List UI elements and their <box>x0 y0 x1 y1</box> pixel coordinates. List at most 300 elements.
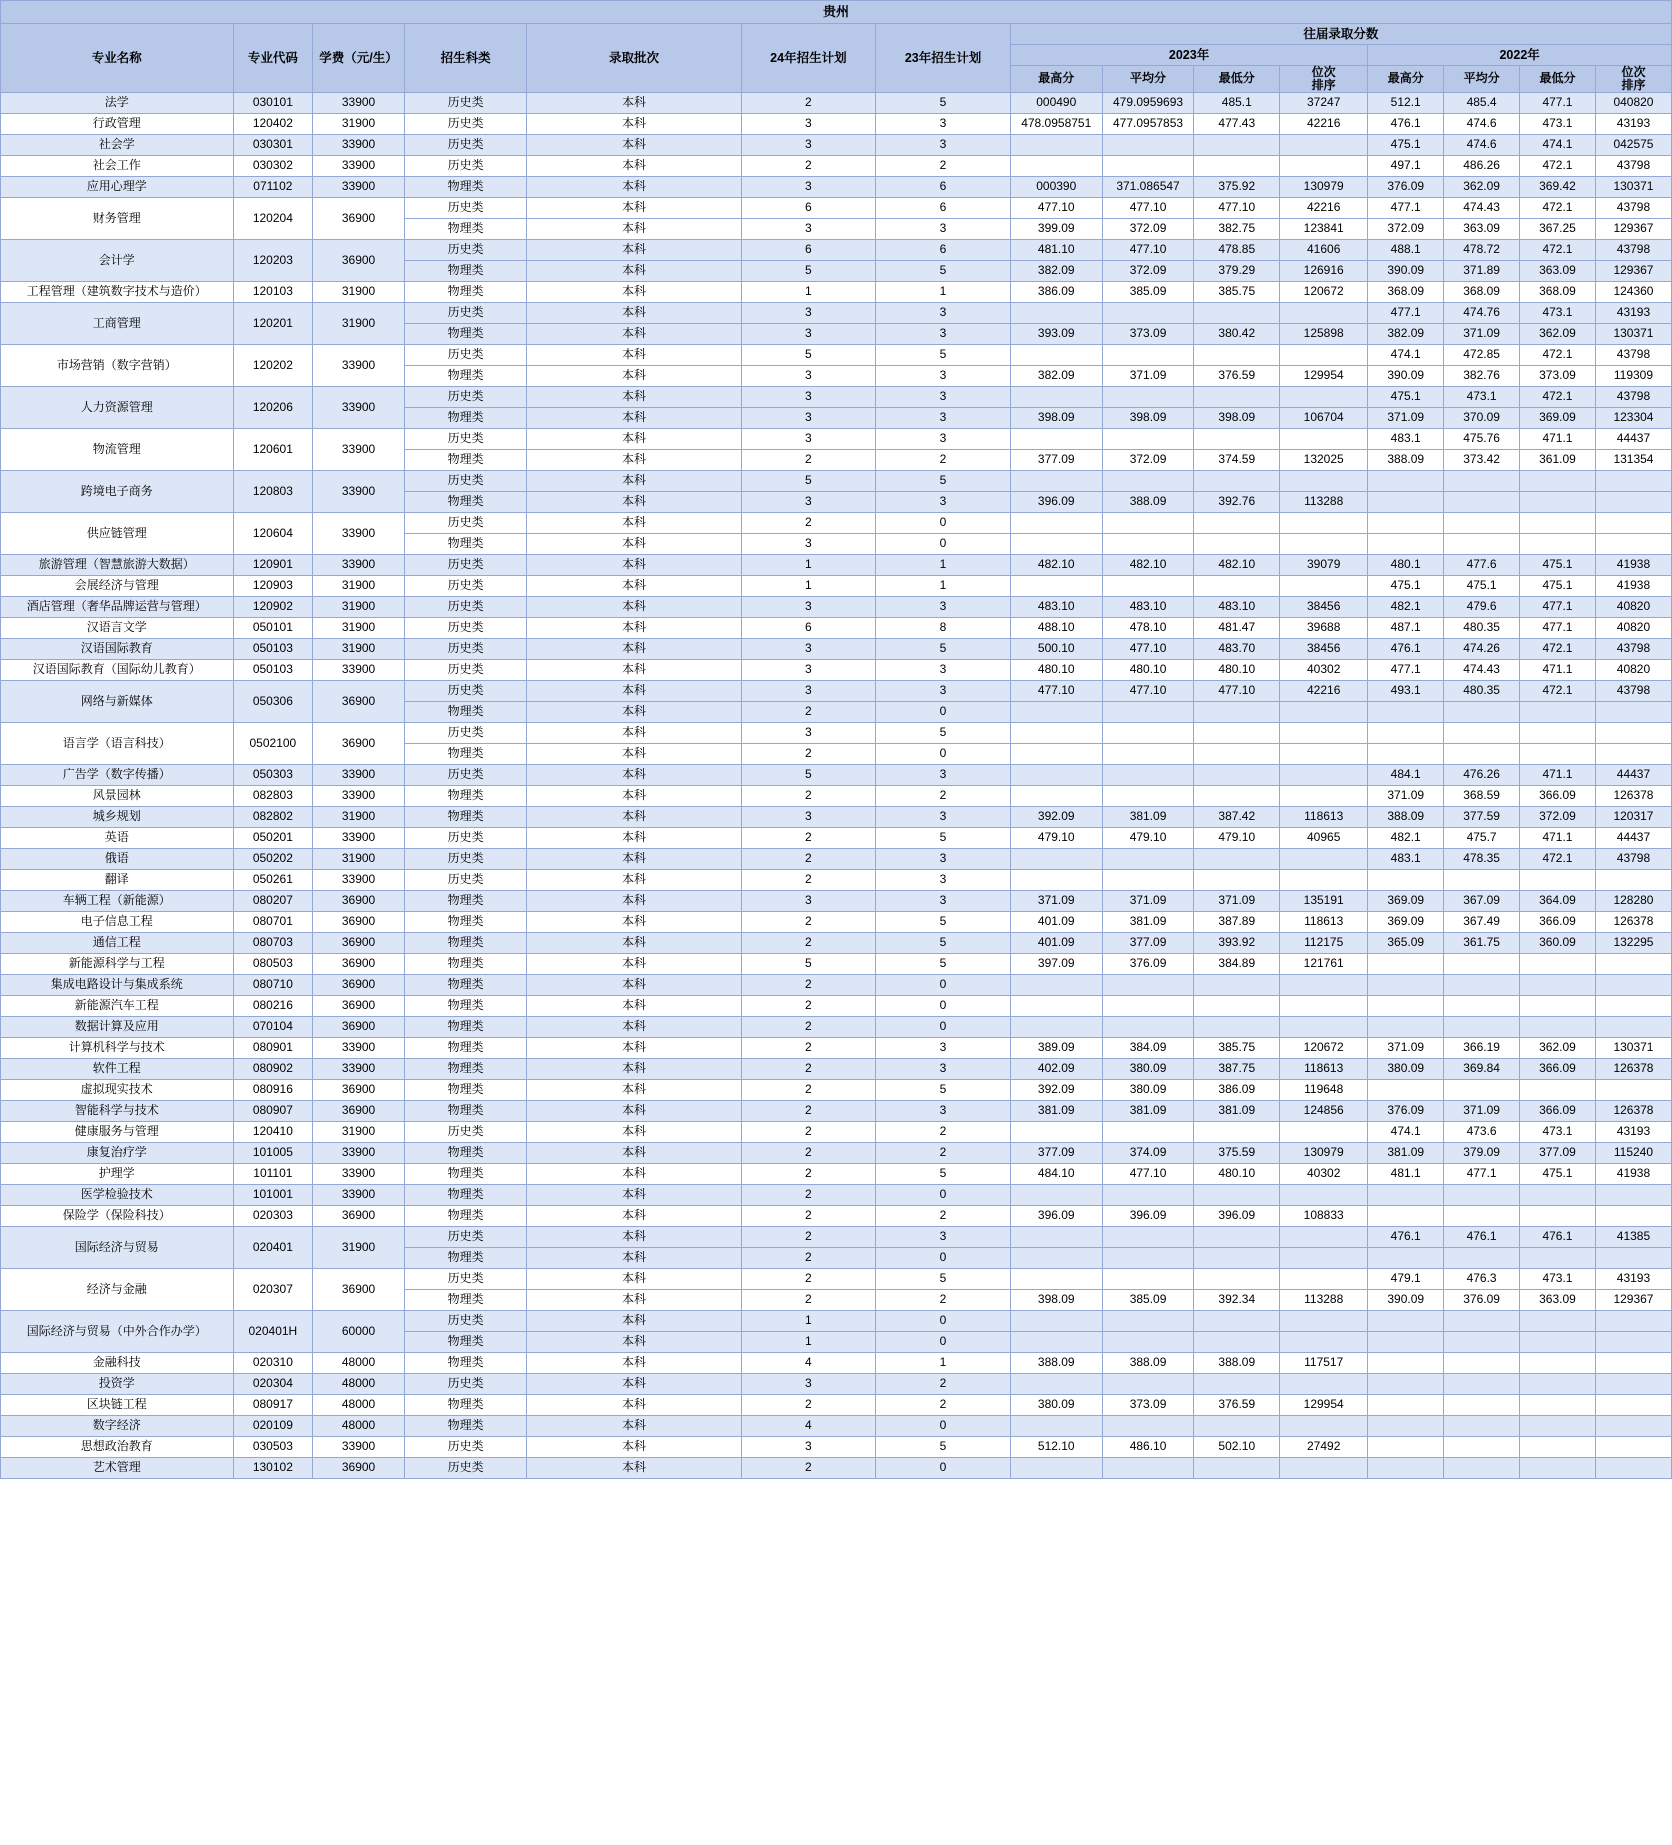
score-2023-avg <box>1102 870 1194 891</box>
tuition: 31900 <box>313 639 405 660</box>
major-code: 120103 <box>233 282 313 303</box>
score-2022-min <box>1520 1458 1596 1479</box>
major-name: 康复治疗学 <box>1 1143 234 1164</box>
score-2022-max: 371.09 <box>1368 1038 1444 1059</box>
major-code: 050201 <box>233 828 313 849</box>
score-2023-min: 477.10 <box>1194 681 1280 702</box>
plan-24: 2 <box>741 1206 876 1227</box>
rank-2023: 39688 <box>1280 618 1368 639</box>
score-2023-avg: 477.10 <box>1102 639 1194 660</box>
score-2023-max: 396.09 <box>1010 492 1102 513</box>
score-2022-min <box>1520 492 1596 513</box>
score-2023-max: 382.09 <box>1010 366 1102 387</box>
batch: 本科 <box>527 828 741 849</box>
score-2023-avg: 381.09 <box>1102 807 1194 828</box>
score-2022-min <box>1520 1437 1596 1458</box>
score-2022-max: 474.1 <box>1368 345 1444 366</box>
col-2022-max: 最高分 <box>1368 66 1444 93</box>
score-2022-min: 377.09 <box>1520 1143 1596 1164</box>
score-2023-max: 401.09 <box>1010 912 1102 933</box>
plan-23: 0 <box>876 1311 1011 1332</box>
score-2022-max: 482.1 <box>1368 597 1444 618</box>
score-2023-avg: 477.10 <box>1102 681 1194 702</box>
score-2022-avg <box>1444 1206 1520 1227</box>
plan-24: 2 <box>741 1038 876 1059</box>
score-2022-min <box>1520 1080 1596 1101</box>
score-2022-min: 473.1 <box>1520 303 1596 324</box>
score-2023-max <box>1010 303 1102 324</box>
rank-2023 <box>1280 1185 1368 1206</box>
batch: 本科 <box>527 282 741 303</box>
table-row <box>1 303 1672 324</box>
plan-23: 3 <box>876 765 1011 786</box>
score-2023-avg: 388.09 <box>1102 492 1194 513</box>
rank-2022: 120317 <box>1595 807 1671 828</box>
subject-type: 历史类 <box>404 723 526 744</box>
score-2023-min <box>1194 786 1280 807</box>
score-2022-max: 476.1 <box>1368 1227 1444 1248</box>
score-2023-avg <box>1102 135 1194 156</box>
table-row <box>1 618 1672 639</box>
plan-24: 2 <box>741 870 876 891</box>
score-2022-avg: 475.7 <box>1444 828 1520 849</box>
tuition: 31900 <box>313 114 405 135</box>
plan-23: 3 <box>876 681 1011 702</box>
score-2022-max <box>1368 513 1444 534</box>
major-name: 国际经济与贸易 <box>1 1227 234 1269</box>
rank-2023 <box>1280 576 1368 597</box>
score-2022-avg: 373.42 <box>1444 450 1520 471</box>
col-subject-type: 招生科类 <box>404 24 526 93</box>
rank-2022: 128280 <box>1595 891 1671 912</box>
rank-2023 <box>1280 1332 1368 1353</box>
score-2022-avg: 472.85 <box>1444 345 1520 366</box>
batch: 本科 <box>527 807 741 828</box>
plan-23: 3 <box>876 114 1011 135</box>
rank-2022 <box>1595 1206 1671 1227</box>
score-2022-min: 477.1 <box>1520 618 1596 639</box>
plan-24: 2 <box>741 1080 876 1101</box>
major-name: 跨境电子商务 <box>1 471 234 513</box>
major-code: 120202 <box>233 345 313 387</box>
subject-type: 物理类 <box>404 219 526 240</box>
table-row <box>1 1206 1672 1227</box>
subject-type: 物理类 <box>404 744 526 765</box>
score-2022-max: 390.09 <box>1368 261 1444 282</box>
score-2022-avg: 379.09 <box>1444 1143 1520 1164</box>
table-row <box>1 933 1672 954</box>
score-2023-min <box>1194 135 1280 156</box>
batch: 本科 <box>527 261 741 282</box>
score-2022-min: 477.1 <box>1520 93 1596 114</box>
plan-24: 2 <box>741 93 876 114</box>
score-2022-avg <box>1444 1017 1520 1038</box>
score-2023-avg <box>1102 303 1194 324</box>
plan-23: 3 <box>876 366 1011 387</box>
rank-2023 <box>1280 723 1368 744</box>
rank-2023: 118613 <box>1280 912 1368 933</box>
major-code: 082802 <box>233 807 313 828</box>
subject-type: 历史类 <box>404 639 526 660</box>
table-row <box>1 1437 1672 1458</box>
subject-type: 物理类 <box>404 534 526 555</box>
plan-24: 1 <box>741 576 876 597</box>
rank-2023 <box>1280 1017 1368 1038</box>
table-row <box>1 282 1672 303</box>
score-2023-min <box>1194 534 1280 555</box>
plan-23: 1 <box>876 1353 1011 1374</box>
score-2023-min: 392.34 <box>1194 1290 1280 1311</box>
plan-24: 2 <box>741 1122 876 1143</box>
rank-2022: 132295 <box>1595 933 1671 954</box>
score-2023-avg: 372.09 <box>1102 450 1194 471</box>
subject-type: 历史类 <box>404 555 526 576</box>
rank-2022 <box>1595 471 1671 492</box>
score-2023-min <box>1194 1332 1280 1353</box>
score-2023-avg <box>1102 534 1194 555</box>
batch: 本科 <box>527 345 741 366</box>
subject-type: 历史类 <box>404 513 526 534</box>
plan-24: 6 <box>741 618 876 639</box>
plan-24: 3 <box>741 891 876 912</box>
tuition: 31900 <box>313 576 405 597</box>
table-row <box>1 996 1672 1017</box>
major-name: 工程管理（建筑数字技术与造价） <box>1 282 234 303</box>
subject-type: 物理类 <box>404 912 526 933</box>
plan-23: 5 <box>876 639 1011 660</box>
major-code: 020310 <box>233 1353 313 1374</box>
tuition: 36900 <box>313 954 405 975</box>
rank-2023 <box>1280 744 1368 765</box>
score-2022-max <box>1368 1206 1444 1227</box>
table-row <box>1 93 1672 114</box>
score-2023-avg <box>1102 849 1194 870</box>
major-code: 080907 <box>233 1101 313 1122</box>
plan-24: 3 <box>741 114 876 135</box>
score-2023-avg: 381.09 <box>1102 1101 1194 1122</box>
score-2022-max: 390.09 <box>1368 366 1444 387</box>
score-2023-avg: 385.09 <box>1102 282 1194 303</box>
major-name: 广告学（数字传播） <box>1 765 234 786</box>
score-2023-avg: 483.10 <box>1102 597 1194 618</box>
plan-24: 2 <box>741 1269 876 1290</box>
score-2022-min <box>1520 513 1596 534</box>
major-code: 101005 <box>233 1143 313 1164</box>
score-2023-max: 389.09 <box>1010 1038 1102 1059</box>
score-2022-min <box>1520 1353 1596 1374</box>
rank-2022: 126378 <box>1595 786 1671 807</box>
rank-2023 <box>1280 1374 1368 1395</box>
tuition: 36900 <box>313 1458 405 1479</box>
score-2022-min: 473.1 <box>1520 1269 1596 1290</box>
rank-2022: 44437 <box>1595 429 1671 450</box>
major-code: 030301 <box>233 135 313 156</box>
rank-2023: 129954 <box>1280 1395 1368 1416</box>
rank-2022 <box>1595 1185 1671 1206</box>
rank-2023 <box>1280 1269 1368 1290</box>
score-2023-min: 379.29 <box>1194 261 1280 282</box>
plan-24: 3 <box>741 219 876 240</box>
plan-24: 3 <box>741 723 876 744</box>
score-2022-max: 497.1 <box>1368 156 1444 177</box>
score-2023-avg <box>1102 429 1194 450</box>
batch: 本科 <box>527 576 741 597</box>
major-code: 050303 <box>233 765 313 786</box>
tuition: 36900 <box>313 912 405 933</box>
score-2022-max <box>1368 723 1444 744</box>
score-2022-avg <box>1444 471 1520 492</box>
score-2023-min <box>1194 513 1280 534</box>
rank-2023: 132025 <box>1280 450 1368 471</box>
score-2023-max <box>1010 387 1102 408</box>
major-code: 120903 <box>233 576 313 597</box>
major-name: 金融科技 <box>1 1353 234 1374</box>
score-2023-min: 375.92 <box>1194 177 1280 198</box>
score-2023-avg <box>1102 996 1194 1017</box>
subject-type: 历史类 <box>404 1374 526 1395</box>
major-code: 080916 <box>233 1080 313 1101</box>
rank-2023 <box>1280 765 1368 786</box>
rank-2023: 118613 <box>1280 807 1368 828</box>
plan-24: 3 <box>741 429 876 450</box>
tuition: 36900 <box>313 1206 405 1227</box>
score-2022-avg: 371.09 <box>1444 1101 1520 1122</box>
major-code: 050202 <box>233 849 313 870</box>
plan-24: 2 <box>741 1164 876 1185</box>
score-2023-avg: 371.086547 <box>1102 177 1194 198</box>
batch: 本科 <box>527 933 741 954</box>
score-2022-max: 487.1 <box>1368 618 1444 639</box>
plan-23: 2 <box>876 1290 1011 1311</box>
rank-2022: 43193 <box>1595 114 1671 135</box>
rank-2022 <box>1595 1017 1671 1038</box>
major-code: 020109 <box>233 1416 313 1437</box>
batch: 本科 <box>527 324 741 345</box>
score-2023-min: 483.10 <box>1194 597 1280 618</box>
rank-2022: 126378 <box>1595 912 1671 933</box>
plan-23: 2 <box>876 1122 1011 1143</box>
major-code: 080701 <box>233 912 313 933</box>
plan-24: 2 <box>741 156 876 177</box>
score-2023-avg: 376.09 <box>1102 954 1194 975</box>
plan-24: 2 <box>741 744 876 765</box>
rank-2022 <box>1595 1395 1671 1416</box>
score-2022-min: 364.09 <box>1520 891 1596 912</box>
score-2023-min: 393.92 <box>1194 933 1280 954</box>
subject-type: 物理类 <box>404 177 526 198</box>
rank-2022: 042575 <box>1595 135 1671 156</box>
rank-2022: 43193 <box>1595 1122 1671 1143</box>
score-2023-avg: 373.09 <box>1102 324 1194 345</box>
major-code: 130102 <box>233 1458 313 1479</box>
score-2022-max <box>1368 1353 1444 1374</box>
col-batch: 录取批次 <box>527 24 741 93</box>
batch: 本科 <box>527 597 741 618</box>
major-name: 财务管理 <box>1 198 234 240</box>
score-2022-max: 380.09 <box>1368 1059 1444 1080</box>
score-2023-max <box>1010 345 1102 366</box>
score-2023-min <box>1194 975 1280 996</box>
rank-2022 <box>1595 513 1671 534</box>
score-2022-avg: 480.35 <box>1444 681 1520 702</box>
plan-23: 0 <box>876 534 1011 555</box>
score-2023-max: 480.10 <box>1010 660 1102 681</box>
subject-type: 物理类 <box>404 1395 526 1416</box>
plan-23: 2 <box>876 450 1011 471</box>
batch: 本科 <box>527 1269 741 1290</box>
score-2022-max <box>1368 1437 1444 1458</box>
score-2022-min: 363.09 <box>1520 1290 1596 1311</box>
plan-24: 3 <box>741 366 876 387</box>
plan-24: 1 <box>741 555 876 576</box>
plan-23: 3 <box>876 660 1011 681</box>
score-2022-avg: 475.1 <box>1444 576 1520 597</box>
score-2022-max: 382.09 <box>1368 324 1444 345</box>
batch: 本科 <box>527 1458 741 1479</box>
score-2023-max <box>1010 975 1102 996</box>
score-2023-min: 387.42 <box>1194 807 1280 828</box>
rank-2023: 40965 <box>1280 828 1368 849</box>
rank-2023 <box>1280 156 1368 177</box>
score-2023-avg: 477.10 <box>1102 198 1194 219</box>
subject-type: 物理类 <box>404 492 526 513</box>
major-name: 汉语国际教育 <box>1 639 234 660</box>
score-2023-max: 377.09 <box>1010 450 1102 471</box>
tuition: 33900 <box>313 765 405 786</box>
score-2022-max <box>1368 1185 1444 1206</box>
major-name: 计算机科学与技术 <box>1 1038 234 1059</box>
score-2023-min: 386.09 <box>1194 1080 1280 1101</box>
subject-type: 物理类 <box>404 1080 526 1101</box>
score-2023-max: 382.09 <box>1010 261 1102 282</box>
subject-type: 历史类 <box>404 576 526 597</box>
rank-2022: 129367 <box>1595 261 1671 282</box>
score-2023-max <box>1010 135 1102 156</box>
batch: 本科 <box>527 954 741 975</box>
rank-2022 <box>1595 492 1671 513</box>
score-2022-min: 369.42 <box>1520 177 1596 198</box>
score-2023-max: 482.10 <box>1010 555 1102 576</box>
score-2022-max: 371.09 <box>1368 408 1444 429</box>
batch: 本科 <box>527 408 741 429</box>
col-2023-min: 最低分 <box>1194 66 1280 93</box>
score-2022-max: 372.09 <box>1368 219 1444 240</box>
score-2022-max: 481.1 <box>1368 1164 1444 1185</box>
col-past-scores: 往届录取分数 <box>1010 24 1671 45</box>
plan-23: 5 <box>876 345 1011 366</box>
rank-2023 <box>1280 786 1368 807</box>
batch: 本科 <box>527 114 741 135</box>
major-name: 行政管理 <box>1 114 234 135</box>
batch: 本科 <box>527 681 741 702</box>
subject-type: 物理类 <box>404 1185 526 1206</box>
batch: 本科 <box>527 1059 741 1080</box>
score-2023-min: 479.10 <box>1194 828 1280 849</box>
rank-2023: 119648 <box>1280 1080 1368 1101</box>
major-code: 120803 <box>233 471 313 513</box>
score-2022-max: 388.09 <box>1368 807 1444 828</box>
table-row <box>1 1185 1672 1206</box>
tuition: 31900 <box>313 849 405 870</box>
tuition: 33900 <box>313 660 405 681</box>
major-code: 050103 <box>233 639 313 660</box>
plan-24: 3 <box>741 1374 876 1395</box>
major-code: 030302 <box>233 156 313 177</box>
major-code: 120402 <box>233 114 313 135</box>
major-code: 080710 <box>233 975 313 996</box>
plan-23: 5 <box>876 1269 1011 1290</box>
subject-type: 物理类 <box>404 450 526 471</box>
score-2023-max <box>1010 744 1102 765</box>
subject-type: 物理类 <box>404 366 526 387</box>
score-2022-max: 365.09 <box>1368 933 1444 954</box>
rank-2023 <box>1280 849 1368 870</box>
rank-2023: 106704 <box>1280 408 1368 429</box>
score-2023-max <box>1010 156 1102 177</box>
score-2023-max: 402.09 <box>1010 1059 1102 1080</box>
score-2022-avg: 477.1 <box>1444 1164 1520 1185</box>
batch: 本科 <box>527 177 741 198</box>
plan-24: 4 <box>741 1416 876 1437</box>
major-code: 080207 <box>233 891 313 912</box>
table-row <box>1 1458 1672 1479</box>
score-2022-avg <box>1444 954 1520 975</box>
major-name: 通信工程 <box>1 933 234 954</box>
major-name: 数据计算及应用 <box>1 1017 234 1038</box>
tuition: 33900 <box>313 135 405 156</box>
score-2022-min: 474.1 <box>1520 135 1596 156</box>
score-2022-avg: 474.43 <box>1444 198 1520 219</box>
score-2023-max <box>1010 1311 1102 1332</box>
score-2023-avg <box>1102 1332 1194 1353</box>
plan-24: 2 <box>741 933 876 954</box>
plan-24: 3 <box>741 681 876 702</box>
score-2022-avg <box>1444 1311 1520 1332</box>
tuition: 31900 <box>313 618 405 639</box>
plan-24: 3 <box>741 324 876 345</box>
rank-2023 <box>1280 471 1368 492</box>
major-name: 经济与金融 <box>1 1269 234 1311</box>
score-2022-max: 475.1 <box>1368 135 1444 156</box>
major-code: 020401 <box>233 1227 313 1269</box>
plan-24: 2 <box>741 975 876 996</box>
score-2022-max <box>1368 954 1444 975</box>
subject-type: 物理类 <box>404 954 526 975</box>
sheet-title-row <box>1 1 1672 24</box>
score-2023-min: 480.10 <box>1194 660 1280 681</box>
plan-23: 5 <box>876 912 1011 933</box>
rank-2022: 44437 <box>1595 765 1671 786</box>
plan-23: 5 <box>876 93 1011 114</box>
score-2022-avg: 369.84 <box>1444 1059 1520 1080</box>
plan-24: 5 <box>741 765 876 786</box>
batch: 本科 <box>527 723 741 744</box>
plan-24: 2 <box>741 1227 876 1248</box>
score-2022-avg <box>1444 492 1520 513</box>
plan-24: 3 <box>741 639 876 660</box>
rank-2022: 44437 <box>1595 828 1671 849</box>
score-2023-avg <box>1102 786 1194 807</box>
score-2022-avg: 475.76 <box>1444 429 1520 450</box>
score-2023-min <box>1194 303 1280 324</box>
tuition: 33900 <box>313 786 405 807</box>
score-2022-min: 373.09 <box>1520 366 1596 387</box>
plan-23: 2 <box>876 1374 1011 1395</box>
batch: 本科 <box>527 93 741 114</box>
score-2022-avg: 362.09 <box>1444 177 1520 198</box>
score-2023-min: 477.43 <box>1194 114 1280 135</box>
plan-23: 3 <box>876 303 1011 324</box>
